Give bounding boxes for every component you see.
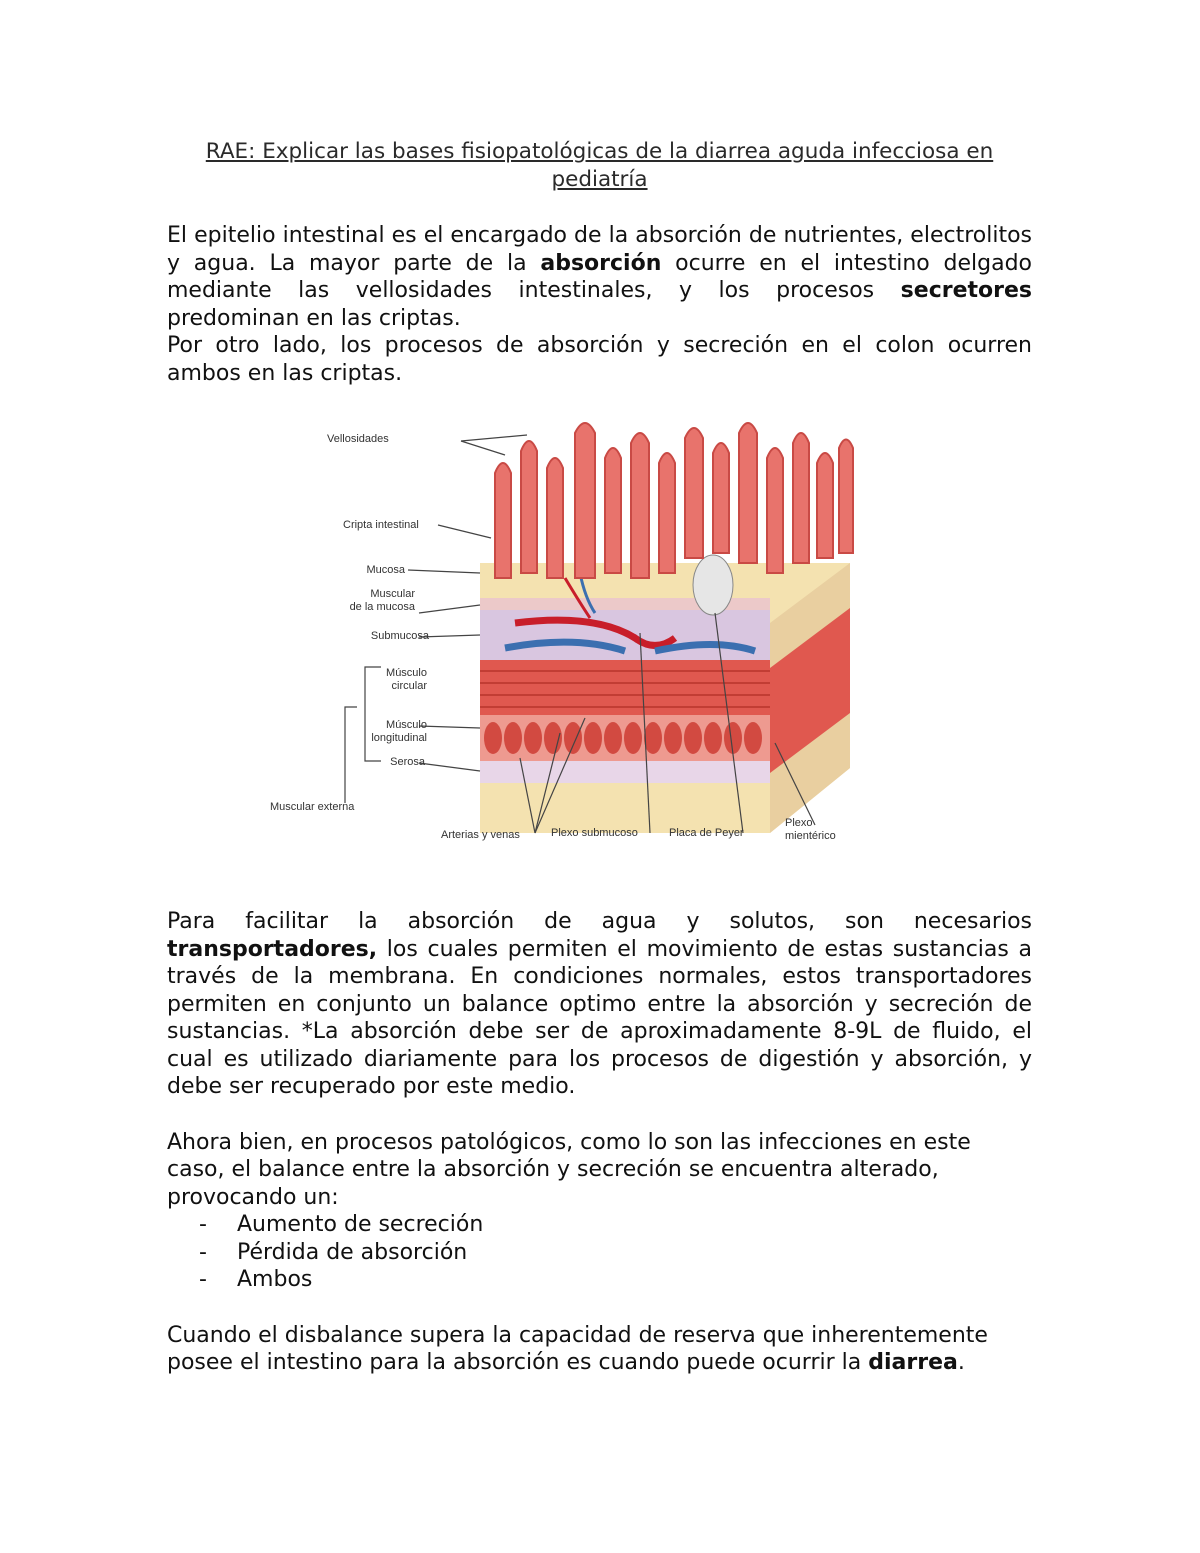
paragraph-epitelio <box>167 222 1032 332</box>
title-line-2: pediatría <box>551 167 648 192</box>
label-muscular-externa: Muscular externa <box>270 801 355 813</box>
list-item-text: Ambos <box>237 1267 313 1292</box>
label-line: Músculo <box>386 667 427 679</box>
intestinal-wall-diagram <box>270 413 895 893</box>
text-run: Para facilitar la absorción de agua y solutos, son necesarios <box>167 909 1032 934</box>
label-line: Músculo <box>386 719 427 731</box>
text-run: predominan en las criptas. <box>167 305 461 331</box>
label-line: longitudinal <box>371 732 427 744</box>
spacer <box>167 1101 1032 1129</box>
label-plexo-mienterico <box>785 817 836 843</box>
label-musculo-longitudinal <box>335 719 427 745</box>
bold-diarrea: diarrea <box>868 1350 958 1375</box>
title-line-1: RAE: Explicar las bases fisiopatológicas de la diarrea aguda infecciosa en <box>205 139 994 164</box>
label-serosa: Serosa <box>390 756 425 768</box>
bold-absorcion: absorción <box>540 250 662 276</box>
label-arterias-venas: Arterias y venas <box>441 829 520 841</box>
serosa-layer <box>480 761 770 783</box>
label-musculo-circular <box>355 667 427 693</box>
spacer <box>167 1294 1032 1322</box>
text-run: ocurre en el intestino delgado mediante las vellosidades intestinales, y los procesos <box>167 250 1032 303</box>
paragraph-conclusion <box>167 1322 1032 1377</box>
list-item-text: Aumento de secreción <box>237 1212 484 1237</box>
label-line: de la mucosa <box>349 601 415 613</box>
list-item-text: Pérdida de absorción <box>237 1239 468 1265</box>
text-run: Cuando el disbalance supera la capacidad de reserva que inherentemente posee el intestino para la absorción es cuando puede ocurrir la <box>167 1322 988 1375</box>
peyer-patch <box>693 555 733 615</box>
label-mucosa: Mucosa <box>366 564 405 576</box>
text-run: . <box>957 1350 965 1375</box>
label-line: mientérico <box>785 830 836 842</box>
label-line: Muscular <box>370 588 415 600</box>
villi <box>495 423 853 578</box>
list-dash: - <box>199 1239 207 1265</box>
document-title <box>167 138 1032 194</box>
list-item <box>199 1211 1032 1239</box>
document-page <box>167 138 1032 1377</box>
paragraph-transportadores <box>167 908 1032 1101</box>
label-vellosidades: Vellosidades <box>327 433 389 445</box>
label-line: Plexo <box>785 817 813 829</box>
paragraph-colon: Por otro lado, los procesos de absorción y secreción en el colon ocurren ambos en las criptas. <box>167 333 1032 386</box>
text-run: El epitelio intestinal es el encargado de la absorción de nutrientes, electrolitos y agua. La mayor parte de la <box>167 223 1032 276</box>
bold-secretores: secretores <box>900 278 1032 303</box>
label-submucosa: Submucosa <box>370 630 429 642</box>
label-muscular-mucosa <box>315 588 415 614</box>
text-run: los cuales permiten el movimiento de estas sustancias a través de la membrana. En condiciones normales, estos transportadores permiten en conjunto un balance optimo entre la absorción y secreción de sustancias. *La absorción debe ser de aproximadamente 8-9L de fluido, el cual es utilizado diariamente para los procesos de digestión y absorción, y debe ser recuperado por este medio. <box>167 936 1032 1099</box>
bold-transportadores: transportadores, <box>167 936 378 962</box>
label-placa-peyer: Placa de Peyer <box>669 827 744 839</box>
spacer <box>167 194 1032 222</box>
list-dash: - <box>199 1212 207 1237</box>
label-cripta: Cripta intestinal <box>343 519 419 531</box>
label-line: circular <box>391 680 427 692</box>
list-dash: - <box>199 1267 207 1292</box>
paragraph-patologicos: Ahora bien, en procesos patológicos, como lo son las infecciones en este caso, el balance entre la absorción y secreción se encuentra alterado, provocando un: <box>167 1129 971 1210</box>
label-plexo-submucoso: Plexo submucoso <box>551 827 638 839</box>
list-item <box>199 1266 1032 1294</box>
effects-list <box>167 1211 1032 1294</box>
list-item <box>199 1239 1032 1267</box>
